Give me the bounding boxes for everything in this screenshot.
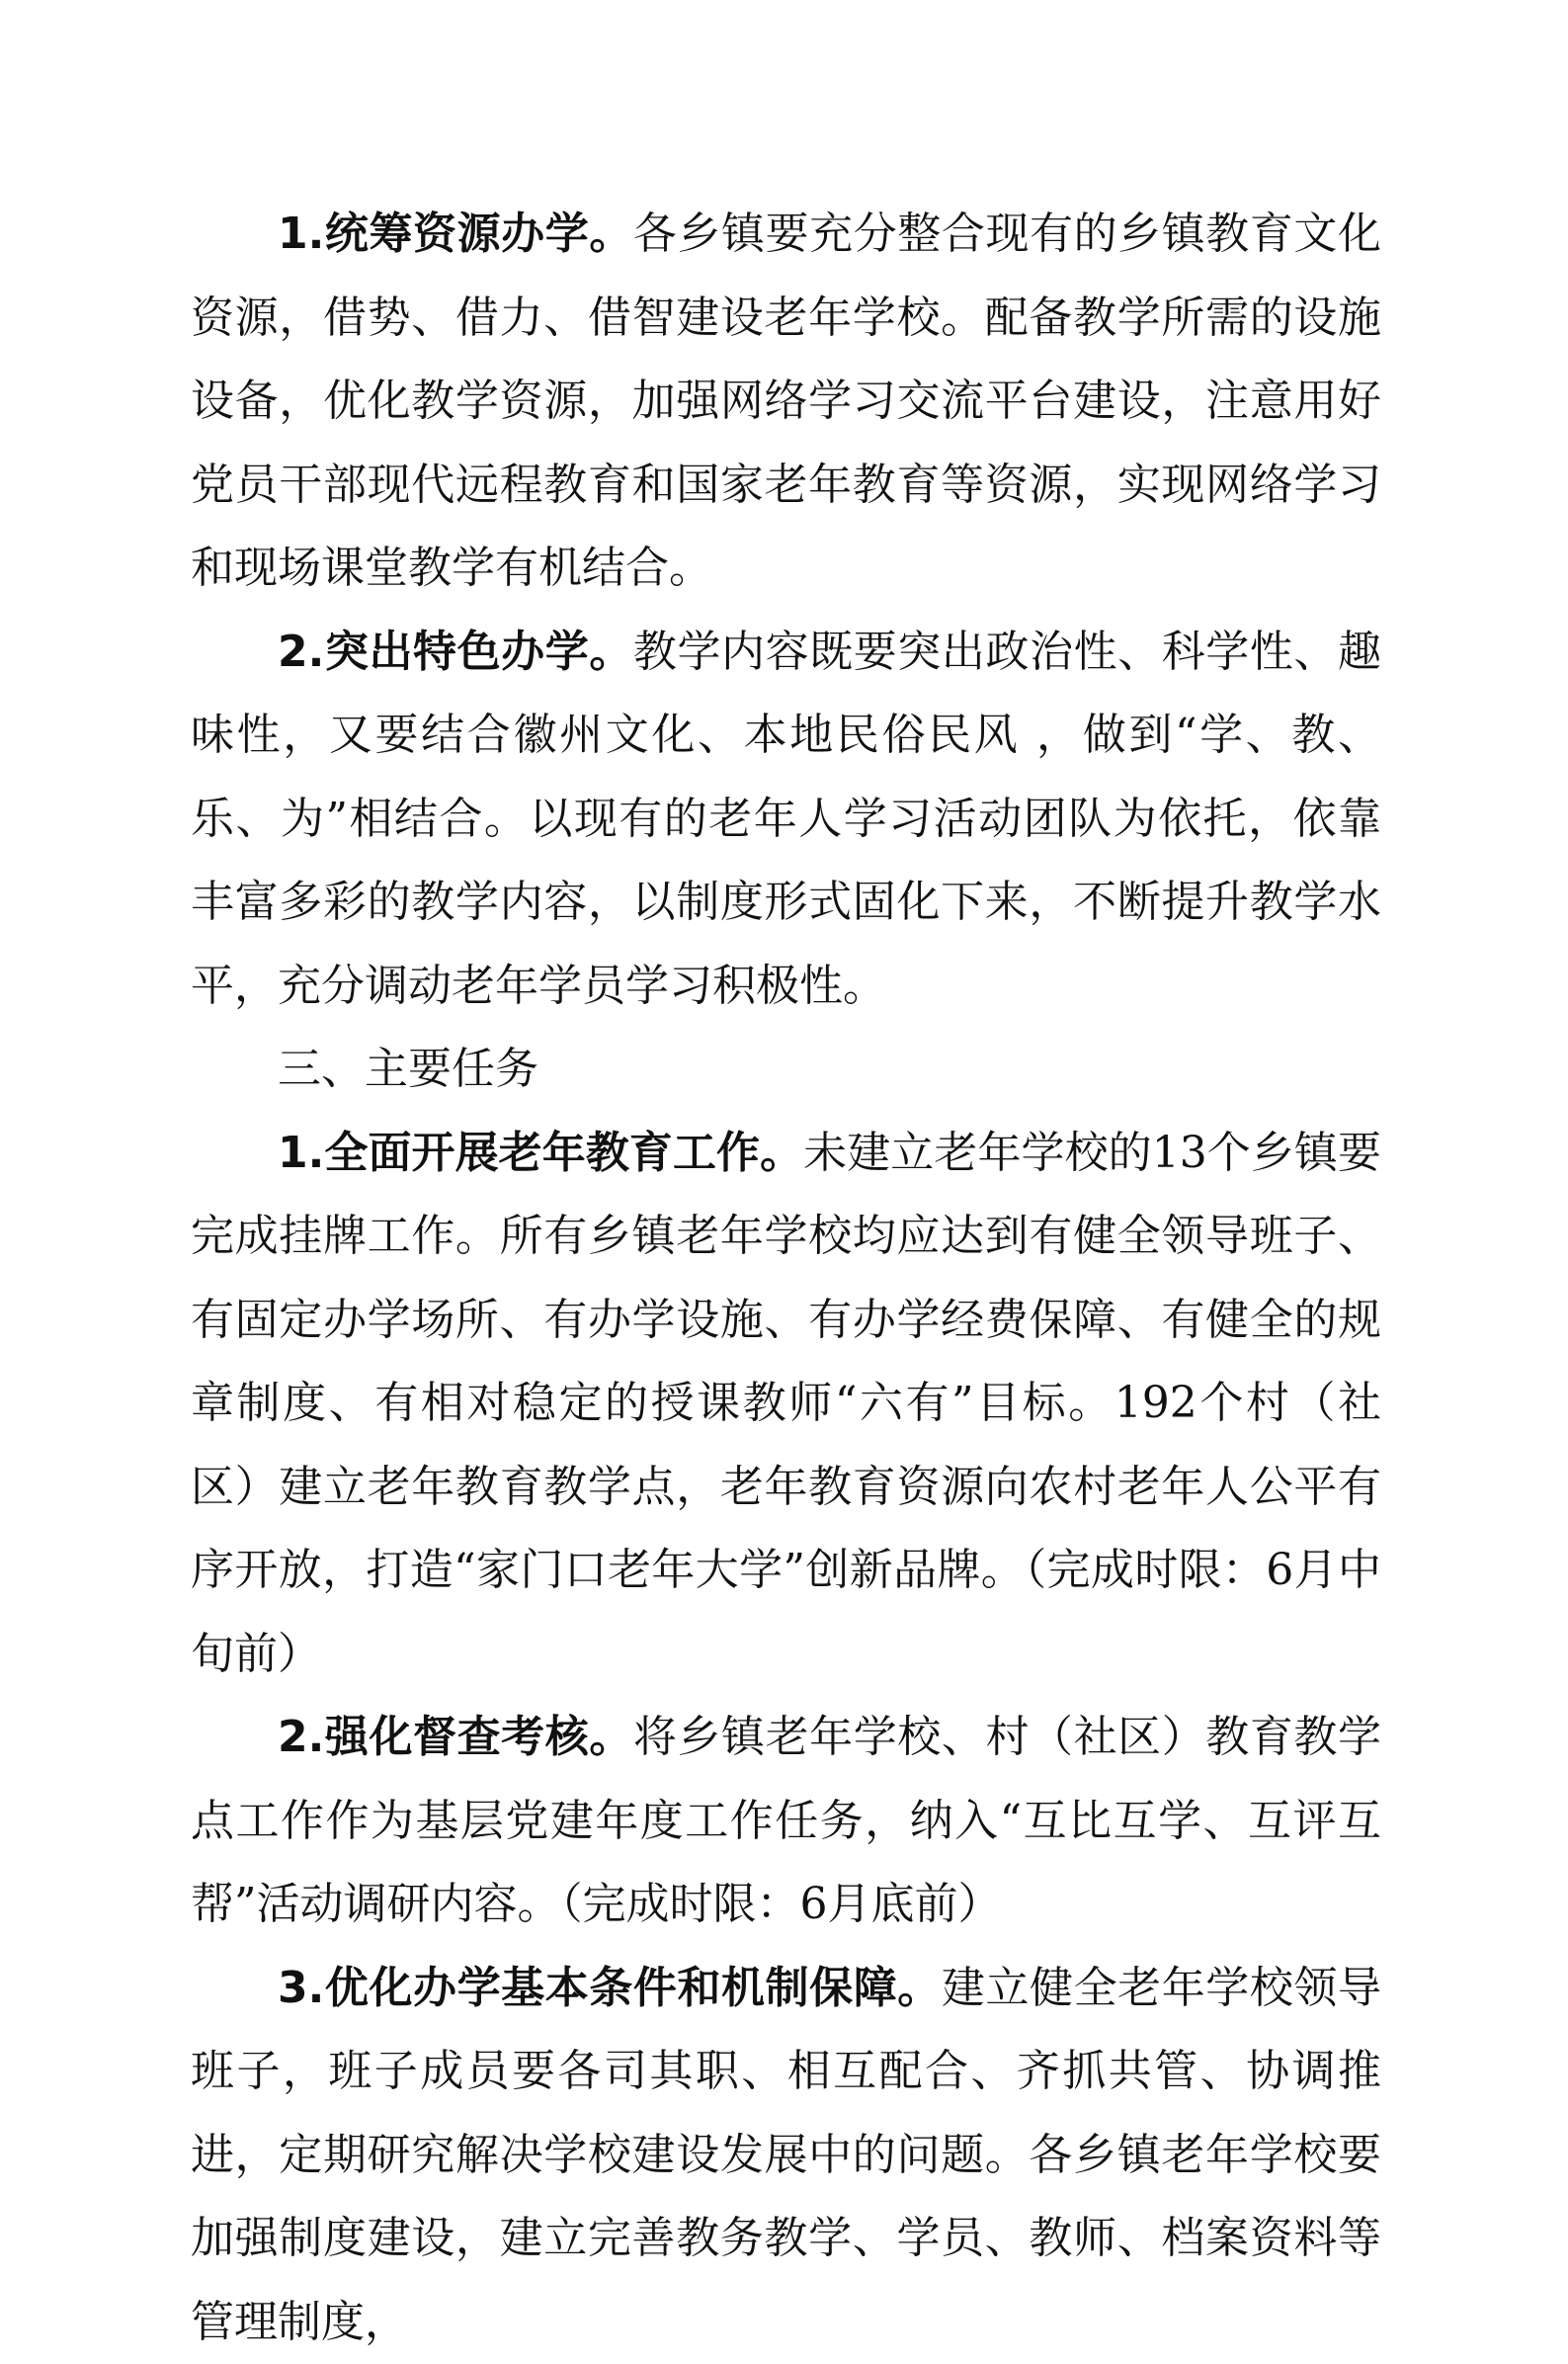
section-heading: 三、主要任务 (191, 1028, 1381, 1112)
task-lead: 2.强化督查考核。 (278, 1712, 633, 1762)
paragraph-featured-schooling (191, 611, 1381, 1029)
task-body: 未建立老年学校的13个乡镇要完成挂牌工作。所有乡镇老年学校均应达到有健全领导班子、有固定办学场所、有办学设施、有办学经费保障、有健全的规章制度、有相对稳定的授课教师“六有”目标。192个村（社区）建立老年教育教学点，老年教育资源向农村老年人公平有序开放，打造“家门口老年大学”创新品牌。（完成时限：6月中旬前） (191, 1128, 1381, 1679)
document-page (191, 193, 1381, 2364)
paragraph-lead: 1.统筹资源办学。 (278, 209, 633, 259)
paragraph-lead: 2.突出特色办学。 (278, 627, 633, 677)
task-paragraph-supervision (191, 1696, 1381, 1947)
task-lead: 1.全面开展老年教育工作。 (278, 1128, 803, 1178)
task-paragraph-conditions (191, 1947, 1381, 2364)
paragraph-body: 教学内容既要突出政治性、科学性、趣味性，又要结合徽州文化、本地民俗民风 ，做到“学、教、乐、为”相结合。以现有的老年人学习活动团队为依托，依靠丰富多彩的教学内容，以制度形式固化下来，不断提升教学水平，充分调动老年学员学习积极性。 (191, 627, 1381, 1011)
paragraph-resource-integration (191, 193, 1381, 611)
task-body: 建立健全老年学校领导班子，班子成员要各司其职、相互配合、齐抓共管、协调推进，定期研究解决学校建设发展中的问题。各乡镇老年学校要加强制度建设，建立完善教务教学、学员、教师、档案资料等管理制度， (191, 1963, 1381, 2347)
task-lead: 3.优化办学基本条件和机制保障。 (278, 1963, 942, 2013)
task-paragraph-education-work (191, 1112, 1381, 1697)
task-body: 将乡镇老年学校、村（社区）教育教学点工作作为基层党建年度工作任务，纳入“互比互学、互评互帮”活动调研内容。（完成时限：6月底前） (191, 1712, 1381, 1929)
paragraph-body: 各乡镇要充分整合现有的乡镇教育文化资源，借势、借力、借智建设老年学校。配备教学所需的设施设备，优化教学资源，加强网络学习交流平台建设，注意用好党员干部现代远程教育和国家老年教育等资源，实现网络学习和现场课堂教学有机结合。 (191, 209, 1381, 593)
